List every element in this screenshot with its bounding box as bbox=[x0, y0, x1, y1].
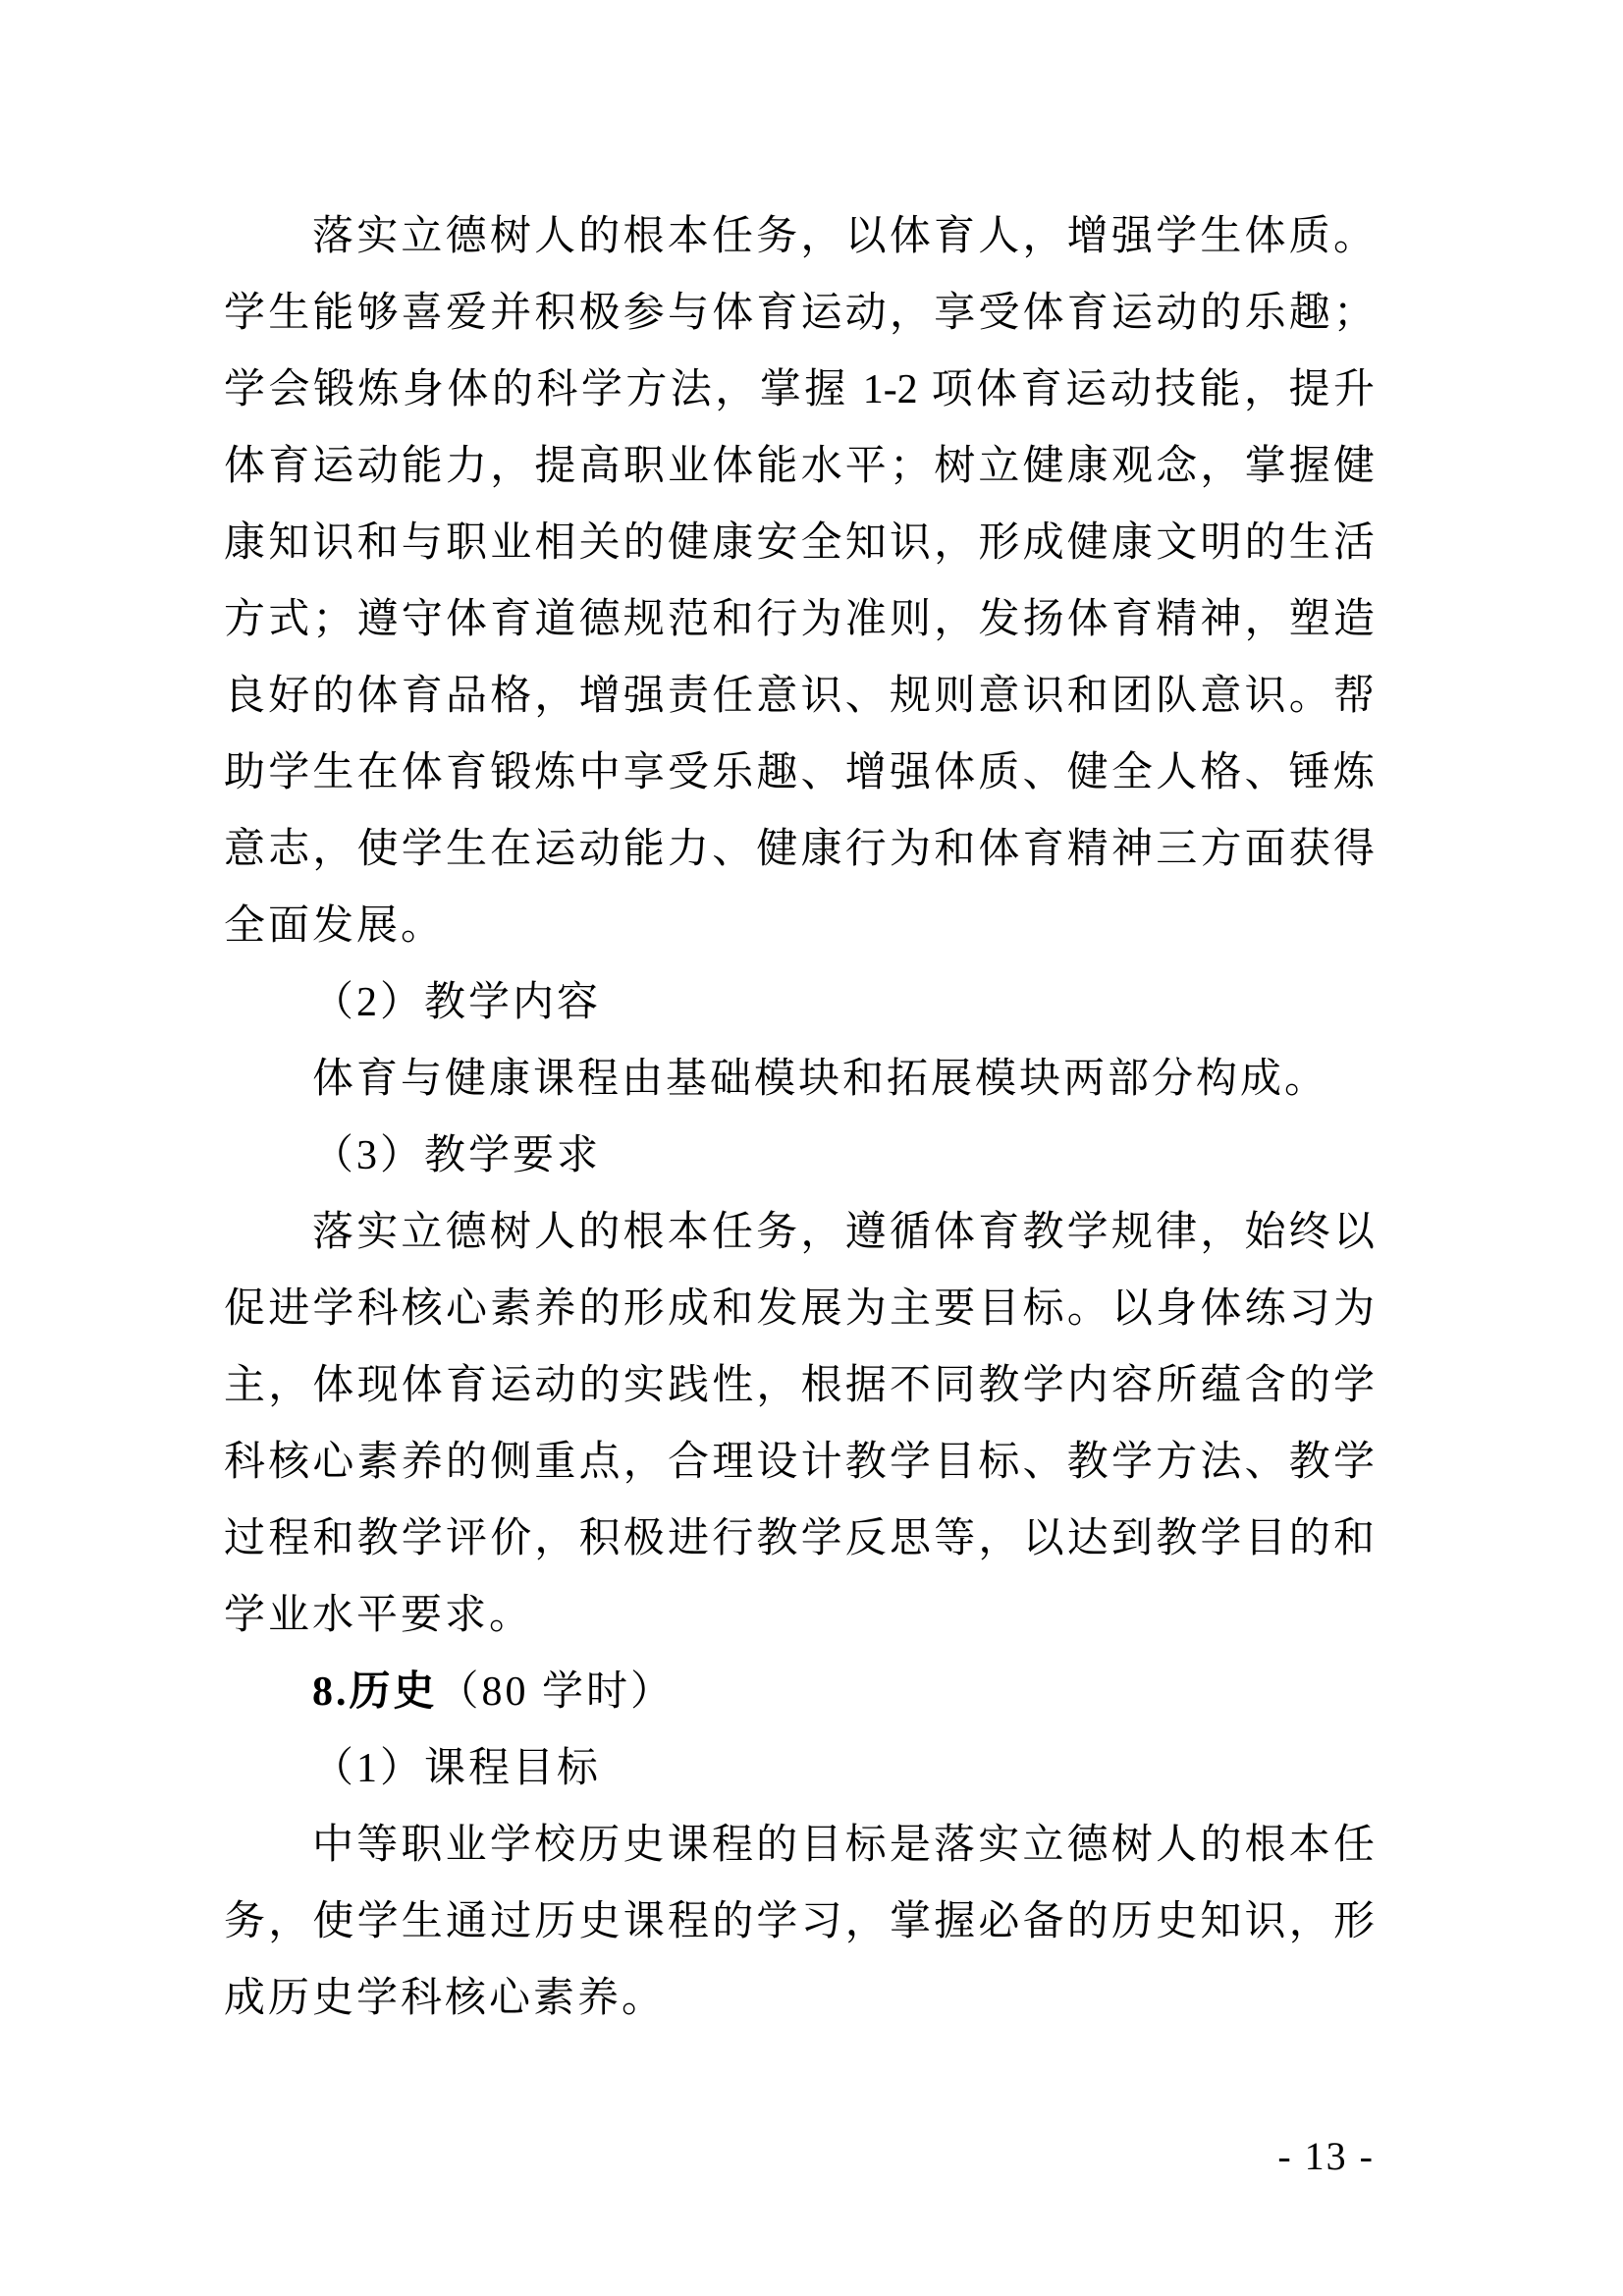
text-line: 主，体现体育运动的实践性，根据不同教学内容所蕴含的学 bbox=[224, 1363, 1375, 1408]
text-line: 康知识和与职业相关的健康安全知识，形成健康文明的生活 bbox=[224, 520, 1375, 566]
text-line: 成历史学科核心素养。 bbox=[224, 1976, 667, 2021]
subsection-label: （1）课程目标 bbox=[312, 1746, 602, 1791]
text-line: 良好的体育品格，增强责任意识、规则意识和团队意识。帮 bbox=[224, 674, 1375, 719]
text-line: 学生能够喜爱并积极参与体育运动，享受体育运动的乐趣； bbox=[224, 291, 1375, 336]
text-line: 学业水平要求。 bbox=[224, 1593, 534, 1638]
text-line: 体育运动能力，提高职业体能水平；树立健康观念，掌握健 bbox=[224, 444, 1375, 489]
text-line: 全面发展。 bbox=[224, 903, 446, 949]
page-footer bbox=[224, 2133, 1375, 2179]
text-line: 体育与健康课程由基础模块和拓展模块两部分构成。 bbox=[312, 1057, 1329, 1102]
text-line: 学会锻炼身体的科学方法，掌握 1-2 项体育运动技能，提升 bbox=[224, 367, 1375, 412]
subsection-label: （2）教学内容 bbox=[312, 980, 602, 1025]
section-heading bbox=[224, 1654, 1375, 1730]
text-line: 方式；遵守体育道德规范和行为准则，发扬体育精神，塑造 bbox=[224, 597, 1375, 642]
text-line: 科核心素养的侧重点，合理设计教学目标、教学方法、教学 bbox=[224, 1440, 1375, 1485]
text-line: 助学生在体育锻炼中享受乐趣、增强体质、健全人格、锤炼 bbox=[224, 750, 1375, 795]
text-line: 中等职业学校历史课程的目标是落实立德树人的根本任 bbox=[312, 1823, 1375, 1868]
heading-hours: （80 学时） bbox=[437, 1669, 676, 1715]
text-line: 意志，使学生在运动能力、健康行为和体育精神三方面获得 bbox=[224, 827, 1375, 872]
text-line: 促进学科核心素养的形成和发展为主要目标。以身体练习为 bbox=[224, 1286, 1375, 1332]
heading-number-title: 8.历史 bbox=[312, 1669, 438, 1715]
page-number-label: - 13 - bbox=[1277, 2134, 1375, 2178]
subsection-label: （3）教学要求 bbox=[312, 1133, 602, 1178]
text-line: 落实立德树人的根本任务，以体育人，增强学生体质。 bbox=[312, 214, 1375, 259]
text-line: 务，使学生通过历史课程的学习，掌握必备的历史知识，形 bbox=[224, 1899, 1375, 1944]
document-body bbox=[224, 198, 1375, 2037]
text-line: 落实立德树人的根本任务，遵循体育教学规律，始终以 bbox=[312, 1210, 1375, 1255]
text-line: 过程和教学评价，积极进行教学反思等，以达到教学目的和 bbox=[224, 1516, 1375, 1561]
